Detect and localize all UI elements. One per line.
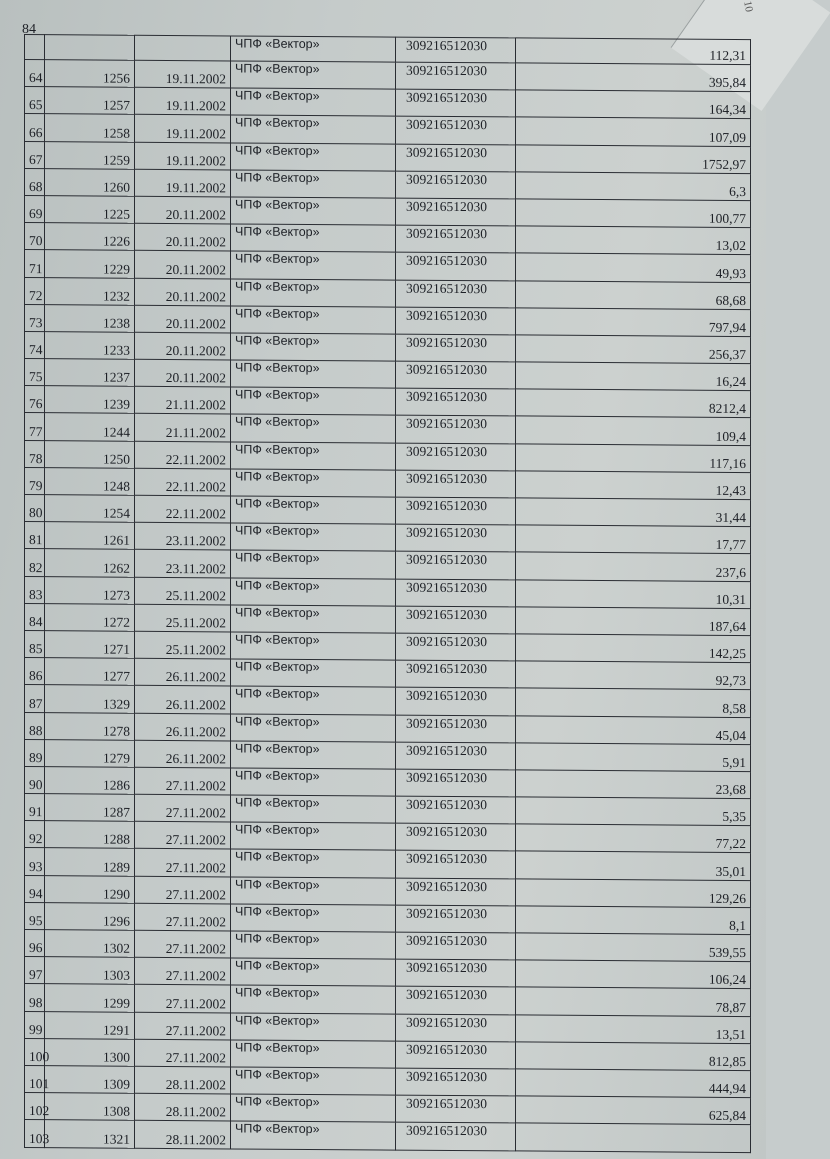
date-cell: 20.11.2002 xyxy=(135,305,231,333)
organization-cell: ЧПФ «Вектор» xyxy=(231,387,396,415)
organization-cell: ЧПФ «Вектор» xyxy=(231,469,396,497)
code-cell: 309216512030 xyxy=(396,905,516,933)
amount-cell: 92,73 xyxy=(516,661,751,690)
document-number-cell: 1273 xyxy=(45,576,135,604)
organization-cell: ЧПФ «Вектор» xyxy=(231,88,396,116)
organization-cell: ЧПФ «Вектор» xyxy=(231,496,396,524)
document-number-cell: 1289 xyxy=(45,848,135,876)
organization-cell: ЧПФ «Вектор» xyxy=(231,306,396,334)
amount-cell: 17,77 xyxy=(516,525,751,554)
date-cell: 28.11.2002 xyxy=(135,1066,231,1094)
document-number-cell: 1248 xyxy=(45,467,135,495)
organization-cell: ЧПФ «Вектор» xyxy=(231,904,396,932)
amount-cell: 237,6 xyxy=(516,552,751,581)
organization-cell: ЧПФ «Вектор» xyxy=(231,931,396,959)
amount-cell: 5,35 xyxy=(516,797,751,826)
document-number-cell: 1226 xyxy=(45,223,135,251)
date-cell: 20.11.2002 xyxy=(135,223,231,251)
date-cell: 22.11.2002 xyxy=(135,468,231,496)
amount-cell: 13,02 xyxy=(516,226,751,255)
code-cell: 309216512030 xyxy=(396,1068,516,1096)
date-cell: 27.11.2002 xyxy=(135,876,231,904)
document-number-cell: 1279 xyxy=(45,739,135,767)
code-cell: 309216512030 xyxy=(396,1014,516,1042)
code-cell: 309216512030 xyxy=(396,388,516,416)
organization-cell: ЧПФ «Вектор» xyxy=(231,414,396,442)
row-number-cell: 64 xyxy=(25,60,45,87)
amount-cell: 100,77 xyxy=(516,199,751,228)
row-number-cell: 77 xyxy=(25,413,45,440)
document-number-cell: 1308 xyxy=(45,1093,135,1121)
code-cell: 309216512030 xyxy=(396,307,516,335)
code-cell: 309216512030 xyxy=(396,579,516,607)
row-number-cell: 87 xyxy=(25,685,45,712)
row-number-cell: 101 xyxy=(25,1065,45,1092)
code-cell: 309216512030 xyxy=(396,171,516,199)
organization-cell: ЧПФ «Вектор» xyxy=(231,686,396,714)
amount-cell: 8212,4 xyxy=(516,389,751,418)
row-number-cell: 80 xyxy=(25,495,45,522)
organization-cell: ЧПФ «Вектор» xyxy=(231,1121,396,1149)
document-number-cell: 1290 xyxy=(45,875,135,903)
document-number-cell: 1256 xyxy=(45,60,135,88)
organization-cell: ЧПФ «Вектор» xyxy=(231,197,396,225)
code-cell: 309216512030 xyxy=(396,37,516,63)
date-cell: 20.11.2002 xyxy=(135,359,231,387)
document-number-cell: 1238 xyxy=(45,304,135,332)
row-number-cell: 94 xyxy=(25,875,45,902)
code-cell: 309216512030 xyxy=(396,687,516,715)
code-cell: 309216512030 xyxy=(396,959,516,987)
code-cell: 309216512030 xyxy=(396,62,516,90)
row-number-cell: 102 xyxy=(25,1093,45,1120)
date-cell: 19.11.2002 xyxy=(135,142,231,170)
date-cell: 27.11.2002 xyxy=(135,985,231,1013)
date-cell: 19.11.2002 xyxy=(135,87,231,115)
amount-cell: 539,55 xyxy=(516,933,751,962)
amount-cell: 77,22 xyxy=(516,824,751,853)
document-number-cell: 1286 xyxy=(45,767,135,795)
table-body xyxy=(25,35,751,1153)
payments-table xyxy=(24,34,751,1153)
table-row xyxy=(25,1120,751,1152)
organization-cell: ЧПФ «Вектор» xyxy=(231,578,396,606)
organization-cell: ЧПФ «Вектор» xyxy=(231,1094,396,1122)
amount-cell: 8,58 xyxy=(516,688,751,717)
date-cell: 28.11.2002 xyxy=(135,1121,231,1149)
code-cell: 309216512030 xyxy=(396,252,516,280)
organization-cell: ЧПФ «Вектор» xyxy=(231,877,396,905)
code-cell: 309216512030 xyxy=(396,986,516,1014)
code-cell: 309216512030 xyxy=(396,769,516,797)
amount-cell: 35,01 xyxy=(516,851,751,880)
document-number-cell: 1300 xyxy=(45,1038,135,1066)
code-cell: 309216512030 xyxy=(396,551,516,579)
row-number-cell: 67 xyxy=(25,141,45,168)
row-number-cell: 97 xyxy=(25,957,45,984)
row-number-cell: 90 xyxy=(25,766,45,793)
date-cell: 25.11.2002 xyxy=(135,577,231,605)
document-number-cell: 1287 xyxy=(45,794,135,822)
code-cell: 309216512030 xyxy=(396,116,516,144)
row-number-cell: 98 xyxy=(25,984,45,1011)
organization-cell: ЧПФ «Вектор» xyxy=(231,849,396,877)
code-cell: 309216512030 xyxy=(396,851,516,879)
document-number-cell: 1302 xyxy=(45,930,135,958)
code-cell: 309216512030 xyxy=(396,89,516,117)
date-cell: 25.11.2002 xyxy=(135,604,231,632)
document-number-cell: 1303 xyxy=(45,957,135,985)
date-cell: 21.11.2002 xyxy=(135,414,231,442)
organization-cell: ЧПФ «Вектор» xyxy=(231,713,396,741)
date-cell: 22.11.2002 xyxy=(135,441,231,469)
organization-cell: ЧПФ «Вектор» xyxy=(231,170,396,198)
organization-cell: ЧПФ «Вектор» xyxy=(231,224,396,252)
document-number-cell: 1244 xyxy=(45,413,135,441)
date-cell: 21.11.2002 xyxy=(135,387,231,415)
date-cell: 28.11.2002 xyxy=(135,1093,231,1121)
row-number-cell: 72 xyxy=(25,277,45,304)
date-cell: 27.11.2002 xyxy=(135,794,231,822)
date-cell xyxy=(135,35,231,61)
amount-cell: 23,68 xyxy=(516,770,751,799)
amount-cell: 625,84 xyxy=(516,1096,751,1125)
date-cell: 20.11.2002 xyxy=(135,332,231,360)
row-number-cell: 99 xyxy=(25,1011,45,1038)
organization-cell: ЧПФ «Вектор» xyxy=(231,36,396,62)
row-number-cell: 68 xyxy=(25,168,45,195)
code-cell: 309216512030 xyxy=(396,878,516,906)
organization-cell: ЧПФ «Вектор» xyxy=(231,768,396,796)
code-cell: 309216512030 xyxy=(396,334,516,362)
amount-cell: 49,93 xyxy=(516,253,751,282)
organization-cell: ЧПФ «Вектор» xyxy=(231,605,396,633)
row-number-cell: 86 xyxy=(25,658,45,685)
organization-cell: ЧПФ «Вектор» xyxy=(231,632,396,660)
document-number-cell: 1250 xyxy=(45,440,135,468)
date-cell: 27.11.2002 xyxy=(135,849,231,877)
date-cell: 26.11.2002 xyxy=(135,686,231,714)
date-cell: 27.11.2002 xyxy=(135,822,231,850)
row-number-cell: 100 xyxy=(25,1038,45,1065)
code-cell: 309216512030 xyxy=(396,932,516,960)
amount-cell: 1752,97 xyxy=(516,144,751,173)
row-number-cell: 96 xyxy=(25,930,45,957)
amount-cell: 109,4 xyxy=(516,416,751,445)
row-number-cell: 103 xyxy=(25,1120,45,1147)
amount-cell: 16,24 xyxy=(516,362,751,391)
row-number-cell: 81 xyxy=(25,522,45,549)
date-cell: 27.11.2002 xyxy=(135,1039,231,1067)
row-number-cell: 73 xyxy=(25,304,45,331)
document-number-cell: 1299 xyxy=(45,984,135,1012)
row-number-cell: 79 xyxy=(25,467,45,494)
row-number-cell: 93 xyxy=(25,848,45,875)
amount-cell: 797,94 xyxy=(516,308,751,337)
code-cell: 309216512030 xyxy=(396,470,516,498)
document-number-cell: 1277 xyxy=(45,658,135,686)
row-number-cell: 88 xyxy=(25,712,45,739)
document-number-cell: 1237 xyxy=(45,359,135,387)
amount-cell: 78,87 xyxy=(516,987,751,1016)
document-number-cell: 1288 xyxy=(45,821,135,849)
document-number-cell: 1291 xyxy=(45,1011,135,1039)
date-cell: 27.11.2002 xyxy=(135,1012,231,1040)
organization-cell: ЧПФ «Вектор» xyxy=(231,333,396,361)
row-number-cell: 66 xyxy=(25,114,45,141)
code-cell: 309216512030 xyxy=(396,497,516,525)
code-cell: 309216512030 xyxy=(396,715,516,743)
amount-cell: 444,94 xyxy=(516,1069,751,1098)
date-cell: 26.11.2002 xyxy=(135,713,231,741)
organization-cell: ЧПФ «Вектор» xyxy=(231,143,396,171)
document-number-cell: 1260 xyxy=(45,168,135,196)
amount-cell: 187,64 xyxy=(516,607,751,636)
document-number-cell: 1239 xyxy=(45,386,135,414)
date-cell: 26.11.2002 xyxy=(135,658,231,686)
document-number-cell: 1321 xyxy=(45,1120,135,1148)
date-cell: 23.11.2002 xyxy=(135,550,231,578)
organization-cell: ЧПФ «Вектор» xyxy=(231,985,396,1013)
date-cell: 25.11.2002 xyxy=(135,631,231,659)
document-number-cell: 1233 xyxy=(45,332,135,360)
code-cell: 309216512030 xyxy=(396,660,516,688)
row-number-cell: 82 xyxy=(25,549,45,576)
row-number-cell: 83 xyxy=(25,576,45,603)
row-number-cell: 91 xyxy=(25,794,45,821)
date-cell: 20.11.2002 xyxy=(135,251,231,279)
organization-cell: ЧПФ «Вектор» xyxy=(231,251,396,279)
amount-cell: 112,31 xyxy=(516,38,751,65)
organization-cell: ЧПФ «Вектор» xyxy=(231,1013,396,1041)
code-cell: 309216512030 xyxy=(396,144,516,172)
document-number-cell: 1225 xyxy=(45,196,135,224)
document-number-cell: 1257 xyxy=(45,87,135,115)
amount-cell: 45,04 xyxy=(516,715,751,744)
code-cell: 309216512030 xyxy=(396,796,516,824)
organization-cell: ЧПФ «Вектор» xyxy=(231,115,396,143)
code-cell: 309216512030 xyxy=(396,361,516,389)
code-cell: 309216512030 xyxy=(396,633,516,661)
amount-cell: 117,16 xyxy=(516,444,751,473)
row-number-cell: 74 xyxy=(25,331,45,358)
date-cell: 20.11.2002 xyxy=(135,278,231,306)
date-cell: 22.11.2002 xyxy=(135,495,231,523)
document-number-cell: 1296 xyxy=(45,902,135,930)
amount-cell: 8,1 xyxy=(516,906,751,935)
code-cell: 309216512030 xyxy=(396,280,516,308)
document-number-cell: 1232 xyxy=(45,277,135,305)
row-number-cell: 65 xyxy=(25,87,45,114)
organization-cell: ЧПФ «Вектор» xyxy=(231,61,396,89)
organization-cell: ЧПФ «Вектор» xyxy=(231,1067,396,1095)
code-cell: 309216512030 xyxy=(396,443,516,471)
document-number-cell: 1262 xyxy=(45,549,135,577)
code-cell: 309216512030 xyxy=(396,416,516,444)
date-cell: 27.11.2002 xyxy=(135,903,231,931)
row-number-cell: 85 xyxy=(25,630,45,657)
code-cell: 309216512030 xyxy=(396,524,516,552)
code-cell: 309216512030 xyxy=(396,1041,516,1069)
document-number-cell: 1254 xyxy=(45,495,135,523)
organization-cell: ЧПФ «Вектор» xyxy=(231,360,396,388)
row-number-cell: 78 xyxy=(25,440,45,467)
amount-cell xyxy=(516,1123,751,1152)
organization-cell: ЧПФ «Вектор» xyxy=(231,1040,396,1068)
organization-cell: ЧПФ «Вектор» xyxy=(231,822,396,850)
code-cell: 309216512030 xyxy=(396,742,516,770)
amount-cell: 31,44 xyxy=(516,498,751,527)
date-cell: 27.11.2002 xyxy=(135,930,231,958)
document-number-cell: 1261 xyxy=(45,522,135,550)
amount-cell: 129,26 xyxy=(516,879,751,908)
organization-cell: ЧПФ «Вектор» xyxy=(231,659,396,687)
document-number-cell: 1229 xyxy=(45,250,135,278)
organization-cell: ЧПФ «Вектор» xyxy=(231,958,396,986)
date-cell: 19.11.2002 xyxy=(135,115,231,143)
date-cell: 27.11.2002 xyxy=(135,957,231,985)
amount-cell: 68,68 xyxy=(516,280,751,309)
code-cell: 309216512030 xyxy=(396,1095,516,1123)
document-number-cell: 1309 xyxy=(45,1066,135,1094)
amount-cell: 812,85 xyxy=(516,1042,751,1071)
document-number-cell: 1258 xyxy=(45,114,135,142)
document-number-cell: 1271 xyxy=(45,631,135,659)
date-cell: 23.11.2002 xyxy=(135,522,231,550)
code-cell: 309216512030 xyxy=(396,823,516,851)
row-number-cell: 75 xyxy=(25,359,45,386)
organization-cell: ЧПФ «Вектор» xyxy=(231,278,396,306)
code-cell: 309216512030 xyxy=(396,225,516,253)
document-number-cell: 1259 xyxy=(45,141,135,169)
amount-cell: 12,43 xyxy=(516,471,751,500)
amount-cell: 5,91 xyxy=(516,743,751,772)
row-number-cell: 69 xyxy=(25,195,45,222)
organization-cell: ЧПФ «Вектор» xyxy=(231,442,396,470)
organization-cell: ЧПФ «Вектор» xyxy=(231,550,396,578)
organization-cell: ЧПФ «Вектор» xyxy=(231,795,396,823)
row-number-cell: 89 xyxy=(25,739,45,766)
code-cell: 309216512030 xyxy=(396,606,516,634)
document-number-cell: 1329 xyxy=(45,685,135,713)
organization-cell: ЧПФ «Вектор» xyxy=(231,523,396,551)
row-number-cell: 76 xyxy=(25,386,45,413)
row-number-cell: 92 xyxy=(25,821,45,848)
code-cell: 309216512030 xyxy=(396,1122,516,1150)
document-number-cell: 1278 xyxy=(45,712,135,740)
date-cell: 19.11.2002 xyxy=(135,60,231,88)
row-number-cell: 71 xyxy=(25,250,45,277)
date-cell: 26.11.2002 xyxy=(135,740,231,768)
corner-text: 10 xyxy=(741,0,755,13)
date-cell: 20.11.2002 xyxy=(135,196,231,224)
date-cell: 19.11.2002 xyxy=(135,169,231,197)
amount-cell: 107,09 xyxy=(516,117,751,146)
amount-cell: 395,84 xyxy=(516,63,751,92)
amount-cell: 10,31 xyxy=(516,579,751,608)
document-number-cell xyxy=(45,35,135,61)
code-cell: 309216512030 xyxy=(396,198,516,226)
amount-cell: 13,51 xyxy=(516,1014,751,1043)
page-number: 84 xyxy=(22,22,36,37)
amount-cell: 256,37 xyxy=(516,335,751,364)
row-number-cell: 84 xyxy=(25,603,45,630)
amount-cell: 142,25 xyxy=(516,634,751,663)
amount-cell: 6,3 xyxy=(516,172,751,201)
amount-cell: 164,34 xyxy=(516,90,751,119)
row-number-cell: 70 xyxy=(25,223,45,250)
date-cell: 27.11.2002 xyxy=(135,767,231,795)
row-number-cell xyxy=(25,35,45,60)
document-number-cell: 1272 xyxy=(45,603,135,631)
row-number-cell: 95 xyxy=(25,902,45,929)
amount-cell: 106,24 xyxy=(516,960,751,989)
organization-cell: ЧПФ «Вектор» xyxy=(231,741,396,769)
